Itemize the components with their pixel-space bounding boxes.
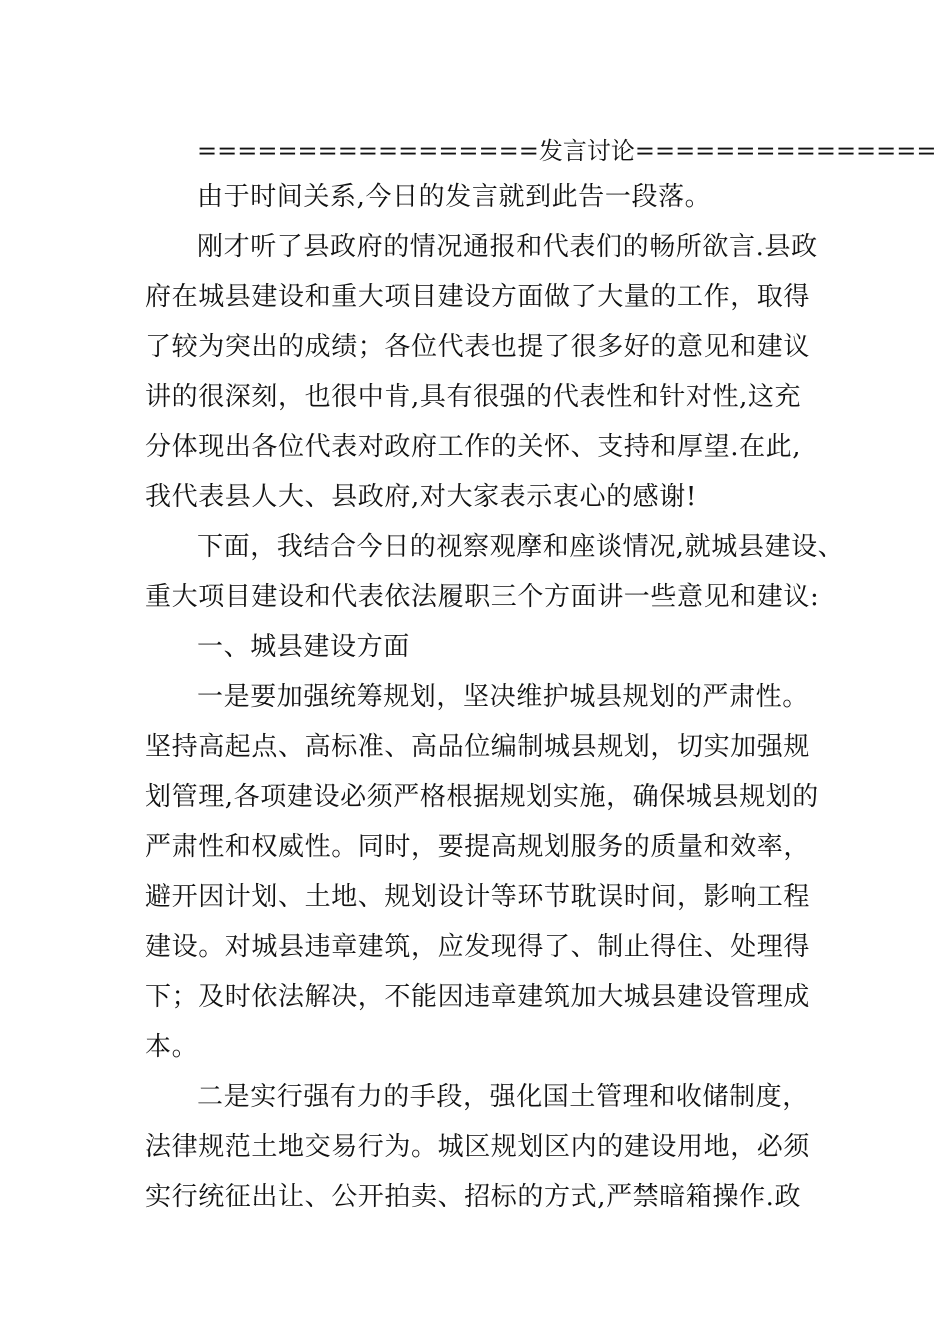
- paragraph-line: 二是实行强有力的手段，强化国土管理和收储制度，: [197, 1082, 809, 1112]
- paragraph-line: 避开因计划、土地、规划设计等环节耽误时间，影响工程: [145, 882, 811, 912]
- paragraph-line: 我代表县人大、县政府,对大家表示衷心的感谢!: [145, 482, 697, 512]
- paragraph-line: 建设。对城县违章建筑，应发现得了、制止得住、处理得: [145, 932, 811, 962]
- paragraph-line: 本。: [145, 1032, 199, 1062]
- paragraph-line: 坚持高起点、高标准、高品位编制城县规划，切实加强规: [145, 732, 811, 762]
- paragraph-line: 由于时间关系,今日的发言就到此告一段落。: [197, 182, 712, 212]
- paragraph-line: 划管理,各项建设必须严格根据规划实施，确保城县规划的: [145, 782, 819, 812]
- paragraph-line: 下面，我结合今日的视察观摩和座谈情况,就城县建设、: [197, 532, 845, 562]
- paragraph-line: 法律规范土地交易行为。城区规划区内的建设用地，必须: [145, 1132, 811, 1162]
- paragraph-line: 一是要加强统筹规划，坚决维护城县规划的严肃性。: [197, 682, 809, 712]
- paragraph-line: 实行统征出让、公开拍卖、招标的方式,严禁暗箱操作.政: [145, 1182, 802, 1212]
- section-title: 一、城县建设方面: [197, 632, 410, 662]
- paragraph-line: 了较为突出的成绩；各位代表也提了很多好的意见和建议: [145, 332, 811, 362]
- paragraph-line: 刚才听了县政府的情况通报和代表们的畅所欲言.县政: [197, 232, 818, 262]
- paragraph-line: 府在城县建设和重大项目建设方面做了大量的工作，取得: [145, 282, 811, 312]
- paragraph-line: 下；及时依法解决，不能因违章建筑加大城县建设管理成: [145, 982, 811, 1012]
- paragraph-line: 重大项目建设和代表依法履职三个方面讲一些意见和建议:: [145, 582, 820, 612]
- paragraph-line: 严肃性和权威性。同时，要提高规划服务的质量和效率，: [145, 832, 811, 862]
- section-heading: =================发言讨论===============: [197, 137, 937, 165]
- paragraph-line: 讲的很深刻，也很中肯,具有很强的代表性和针对性,这充: [145, 382, 802, 412]
- paragraph-line: 分体现出各位代表对政府工作的关怀、支持和厚望.在此,: [145, 432, 802, 462]
